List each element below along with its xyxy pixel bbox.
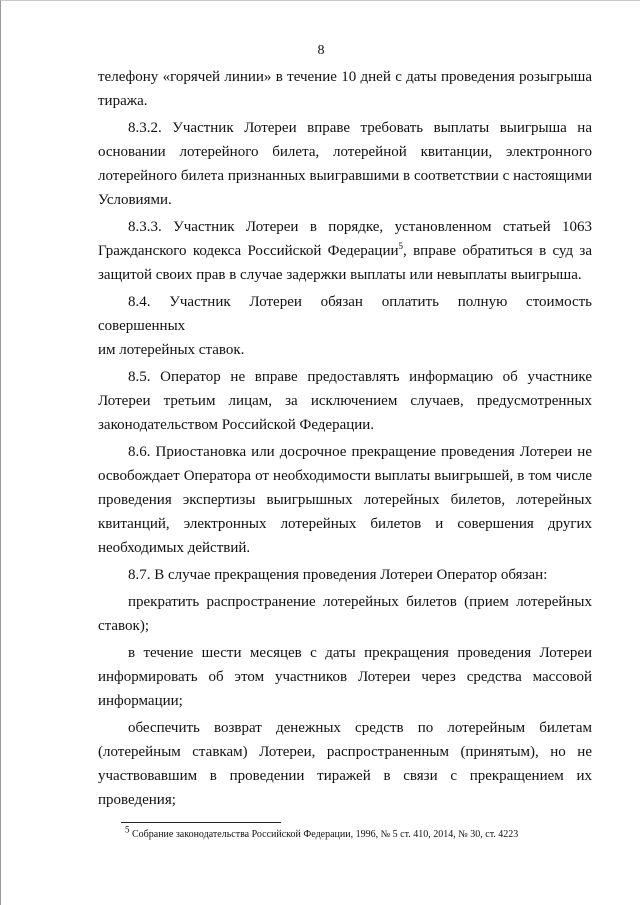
clause-8-3-3: 8.3.3. Участник Лотереи в порядке, установленном статьей 1063 bbox=[128, 219, 592, 235]
text-line: ставок); bbox=[98, 618, 149, 634]
text-line: защитой своих прав в случае задержки выплаты или невыплаты выигрыша. bbox=[98, 267, 582, 283]
text-line: информировать об этом участников Лотереи через средства массовой bbox=[98, 669, 592, 685]
clause-8-4: 8.4. Участник Лотереи обязан оплатить полную стоимость совершенных bbox=[98, 294, 592, 334]
text-line: основании лотерейного билета, лотерейной квитанции, электронного bbox=[98, 144, 592, 160]
text-line: необходимых действий. bbox=[98, 540, 251, 556]
clause-8-5: 8.5. Оператор не вправе предоставлять информацию об участнике bbox=[128, 369, 592, 385]
list-item: обеспечить возврат денежных средств по лотерейным билетам bbox=[128, 720, 592, 736]
clause-8-7: 8.7. В случае прекращения проведения Лотереи Оператор обязан: bbox=[128, 567, 548, 583]
clause-8-3-2: 8.3.2. Участник Лотереи вправе требовать выплаты выигрыша на bbox=[128, 120, 592, 136]
text-fragment: , вправе обратиться в суд за bbox=[403, 243, 593, 259]
text-line: (лотерейным ставкам) Лотереи, распространенным (принятым), но не bbox=[98, 744, 592, 760]
footnote bbox=[125, 824, 605, 841]
page-number: 8 bbox=[317, 43, 325, 58]
footnote-marker: 5 bbox=[125, 824, 130, 835]
text-line: участвовавшим в проведении тиражей в связи с прекращением их bbox=[98, 768, 592, 784]
text-line: им лотерейных ставок. bbox=[98, 342, 245, 358]
text-line: телефону «горячей линии» в течение 10 дней с даты проведения розыгрыша bbox=[98, 69, 592, 85]
footnote-text: Собрание законодательства Российской Федерации, 1996, № 5 ст. 410, 2014, № 30, ст. 4223 bbox=[129, 829, 519, 840]
text-line: Условиями. bbox=[98, 192, 172, 208]
text-line: проведения; bbox=[98, 792, 176, 808]
text-line: информации; bbox=[98, 693, 183, 709]
text-line: проведения экспертизы выигрышных лотерейных билетов, лотерейных bbox=[98, 492, 592, 508]
document-body bbox=[98, 65, 592, 812]
text-fragment: Гражданского кодекса Российской Федерации bbox=[98, 243, 399, 259]
text-line: законодательством Российской Федерации. bbox=[98, 417, 375, 433]
footnote-divider bbox=[121, 822, 281, 823]
footnote-reference: 5 bbox=[398, 241, 404, 251]
text-line: Лотереи третьим лицам, за исключением случаев, предусмотренных bbox=[98, 393, 592, 409]
text-line: освобождает Оператора от необходимости выплаты выигрышей, в том числе bbox=[98, 468, 592, 484]
list-item: в течение шести месяцев с даты прекращения проведения Лотереи bbox=[128, 645, 592, 661]
text-line-with-footnote bbox=[98, 239, 592, 263]
text-line: тиража. bbox=[98, 93, 148, 109]
text-line: лотерейного билета признанных выигравшими в соответствии с настоящими bbox=[98, 168, 592, 184]
list-item: прекратить распространение лотерейных билетов (прием лотерейных bbox=[128, 594, 592, 610]
clause-8-6: 8.6. Приостановка или досрочное прекращение проведения Лотереи не bbox=[128, 444, 592, 460]
text-line: квитанций, электронных лотерейных билетов и совершения других bbox=[98, 516, 592, 532]
